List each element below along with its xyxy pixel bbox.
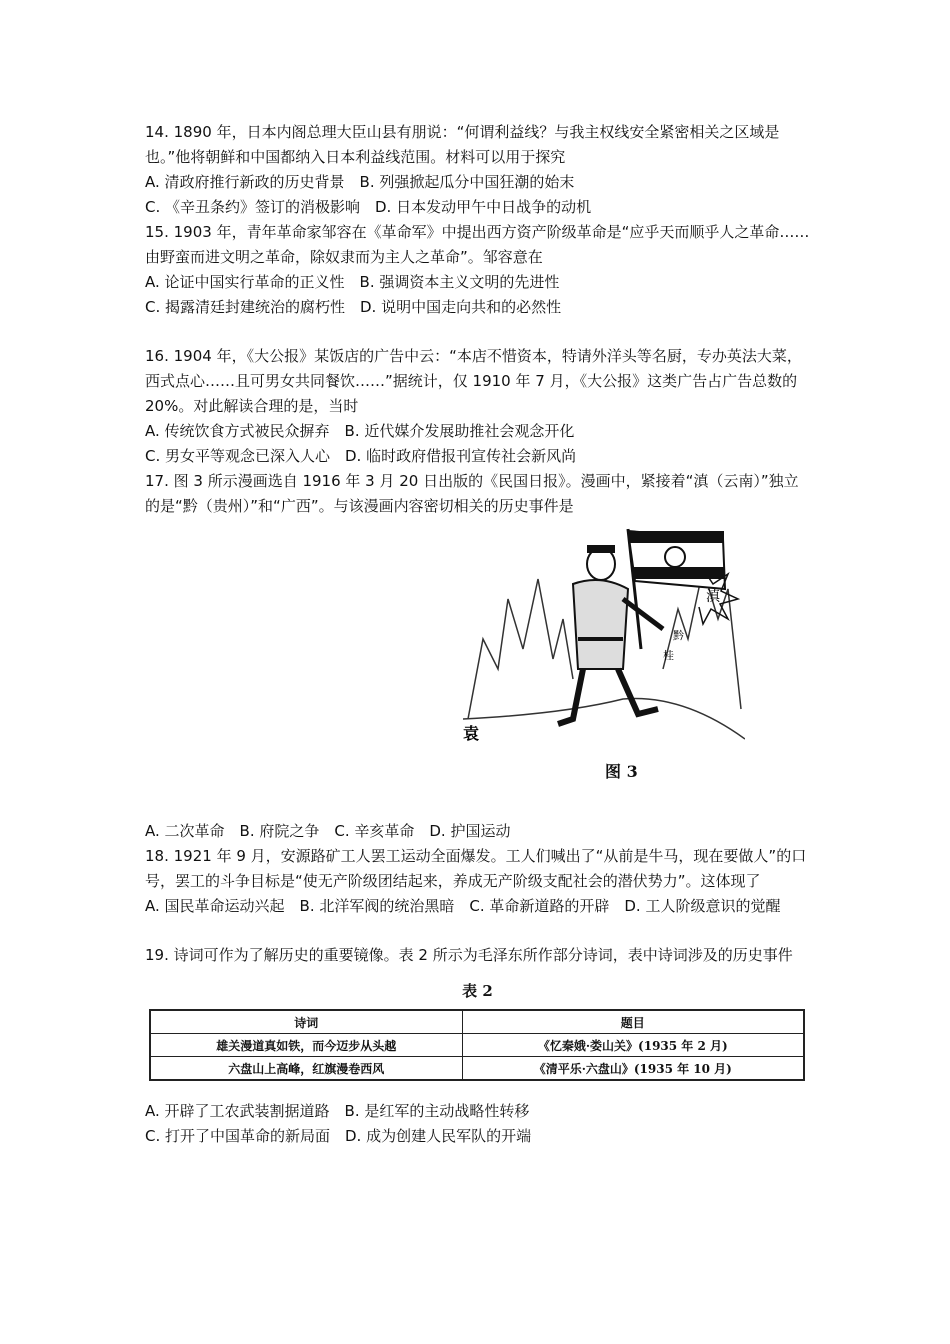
cartoon-label-qian: 黔 — [673, 629, 684, 642]
cartoon-label-gui: 桂 — [663, 649, 674, 662]
table-header-row — [150, 1010, 804, 1034]
figure-3 — [145, 519, 810, 819]
political-cartoon-image — [463, 519, 745, 754]
question-options: C. 揭露清廷封建统治的腐朽性 D. 说明中国走向共和的必然性 — [145, 298, 562, 316]
table-caption: 表 2 — [462, 982, 493, 1000]
question-options: A. 清政府推行新政的历史背景 B. 列强掀起瓜分中国狂潮的始末 — [145, 173, 575, 191]
question-18 — [145, 844, 810, 919]
cartoon-label-yuan: 袁 — [463, 724, 480, 743]
question-options: A. 国民革命运动兴起 B. 北洋军阀的统治黑暗 C. 革命新道路的开辟 D. 工人阶级意识的觉醒 — [145, 897, 781, 915]
question-stem: 16. 1904 年，《大公报》某饭店的广告中云：“本店不惜资本，特请外洋头等名厨，专办英法大菜，西式点心……且可男女共同餐饮……”据统计，仅 1910 年 7 月，《大公报》这类广告占广告总数的 20%。对此解读合理的是，当时 — [145, 347, 802, 415]
question-15 — [145, 220, 810, 320]
table-row — [150, 1057, 804, 1081]
question-options: C. 打开了中国革命的新局面 D. 成为创建人民军队的开端 — [145, 1127, 532, 1145]
question-options: A. 开辟了工农武装割据道路 B. 是红军的主动战略性转移 — [145, 1102, 530, 1120]
table-cell: 雄关漫道真如铁，而今迈步从头越 — [150, 1034, 462, 1057]
table-header: 题目 — [462, 1010, 804, 1034]
question-options: C. 《辛丑条约》签订的消极影响 D. 日本发动甲午中日战争的动机 — [145, 198, 592, 216]
question-14 — [145, 120, 810, 220]
question-options: C. 男女平等观念已深入人心 D. 临时政府借报刊宣传社会新风尚 — [145, 447, 577, 465]
table-cell: 六盘山上高峰，红旗漫卷西风 — [150, 1057, 462, 1081]
table-cell: 《忆秦娥·娄山关》(1935 年 2 月) — [462, 1034, 804, 1057]
table-header: 诗词 — [150, 1010, 462, 1034]
table-row — [150, 1034, 804, 1057]
question-17 — [145, 469, 810, 844]
figure-label: 图 3 — [605, 762, 638, 781]
table-cell: 《清平乐·六盘山》(1935 年 10 月) — [462, 1057, 804, 1081]
question-stem: 14. 1890 年，日本内阁总理大臣山县有朋说：“何谓利益线？与我主权线安全紧密相关之区域是也。”他将朝鲜和中国都纳入日本利益线范围。材料可以用于探究 — [145, 123, 780, 166]
question-16 — [145, 344, 810, 469]
question-stem: 17. 图 3 所示漫画选自 1916 年 3 月 20 日出版的《民国日报》。漫画中，紧接着“滇（云南）”独立的是“黔（贵州）”和“广西”。与该漫画内容密切相关的历史事件是 — [145, 472, 799, 515]
question-stem: 19. 诗词可作为了解历史的重要镜像。表 2 所示为毛泽东所作部分诗词，表中诗词涉及的历史事件 — [145, 946, 793, 964]
question-options: A. 传统饮食方式被民众摒弃 B. 近代媒介发展助推社会观念开化 — [145, 422, 575, 440]
cartoon-label-dian: 滇 — [706, 589, 720, 605]
question-stem: 15. 1903 年，青年革命家邹容在《革命军》中提出西方资产阶级革命是“应乎天而顺乎人之革命……由野蛮而进文明之革命，除奴隶而为主人之革命”。邹容意在 — [145, 223, 810, 266]
question-stem: 18. 1921 年 9 月，安源路矿工人罢工运动全面爆发。工人们喊出了“从前是牛马，现在要做人”的口号，罢工的斗争目标是“使无产阶级团结起来，养成无产阶级支配社会的潜伏势力”。这体现了 — [145, 847, 807, 890]
question-options: A. 论证中国实行革命的正义性 B. 强调资本主义文明的先进性 — [145, 273, 560, 291]
question-options: A. 二次革命 B. 府院之争 C. 辛亥革命 D. 护国运动 — [145, 822, 511, 840]
poem-table — [149, 1009, 805, 1081]
exam-page — [145, 120, 810, 1149]
question-19 — [145, 943, 810, 1149]
